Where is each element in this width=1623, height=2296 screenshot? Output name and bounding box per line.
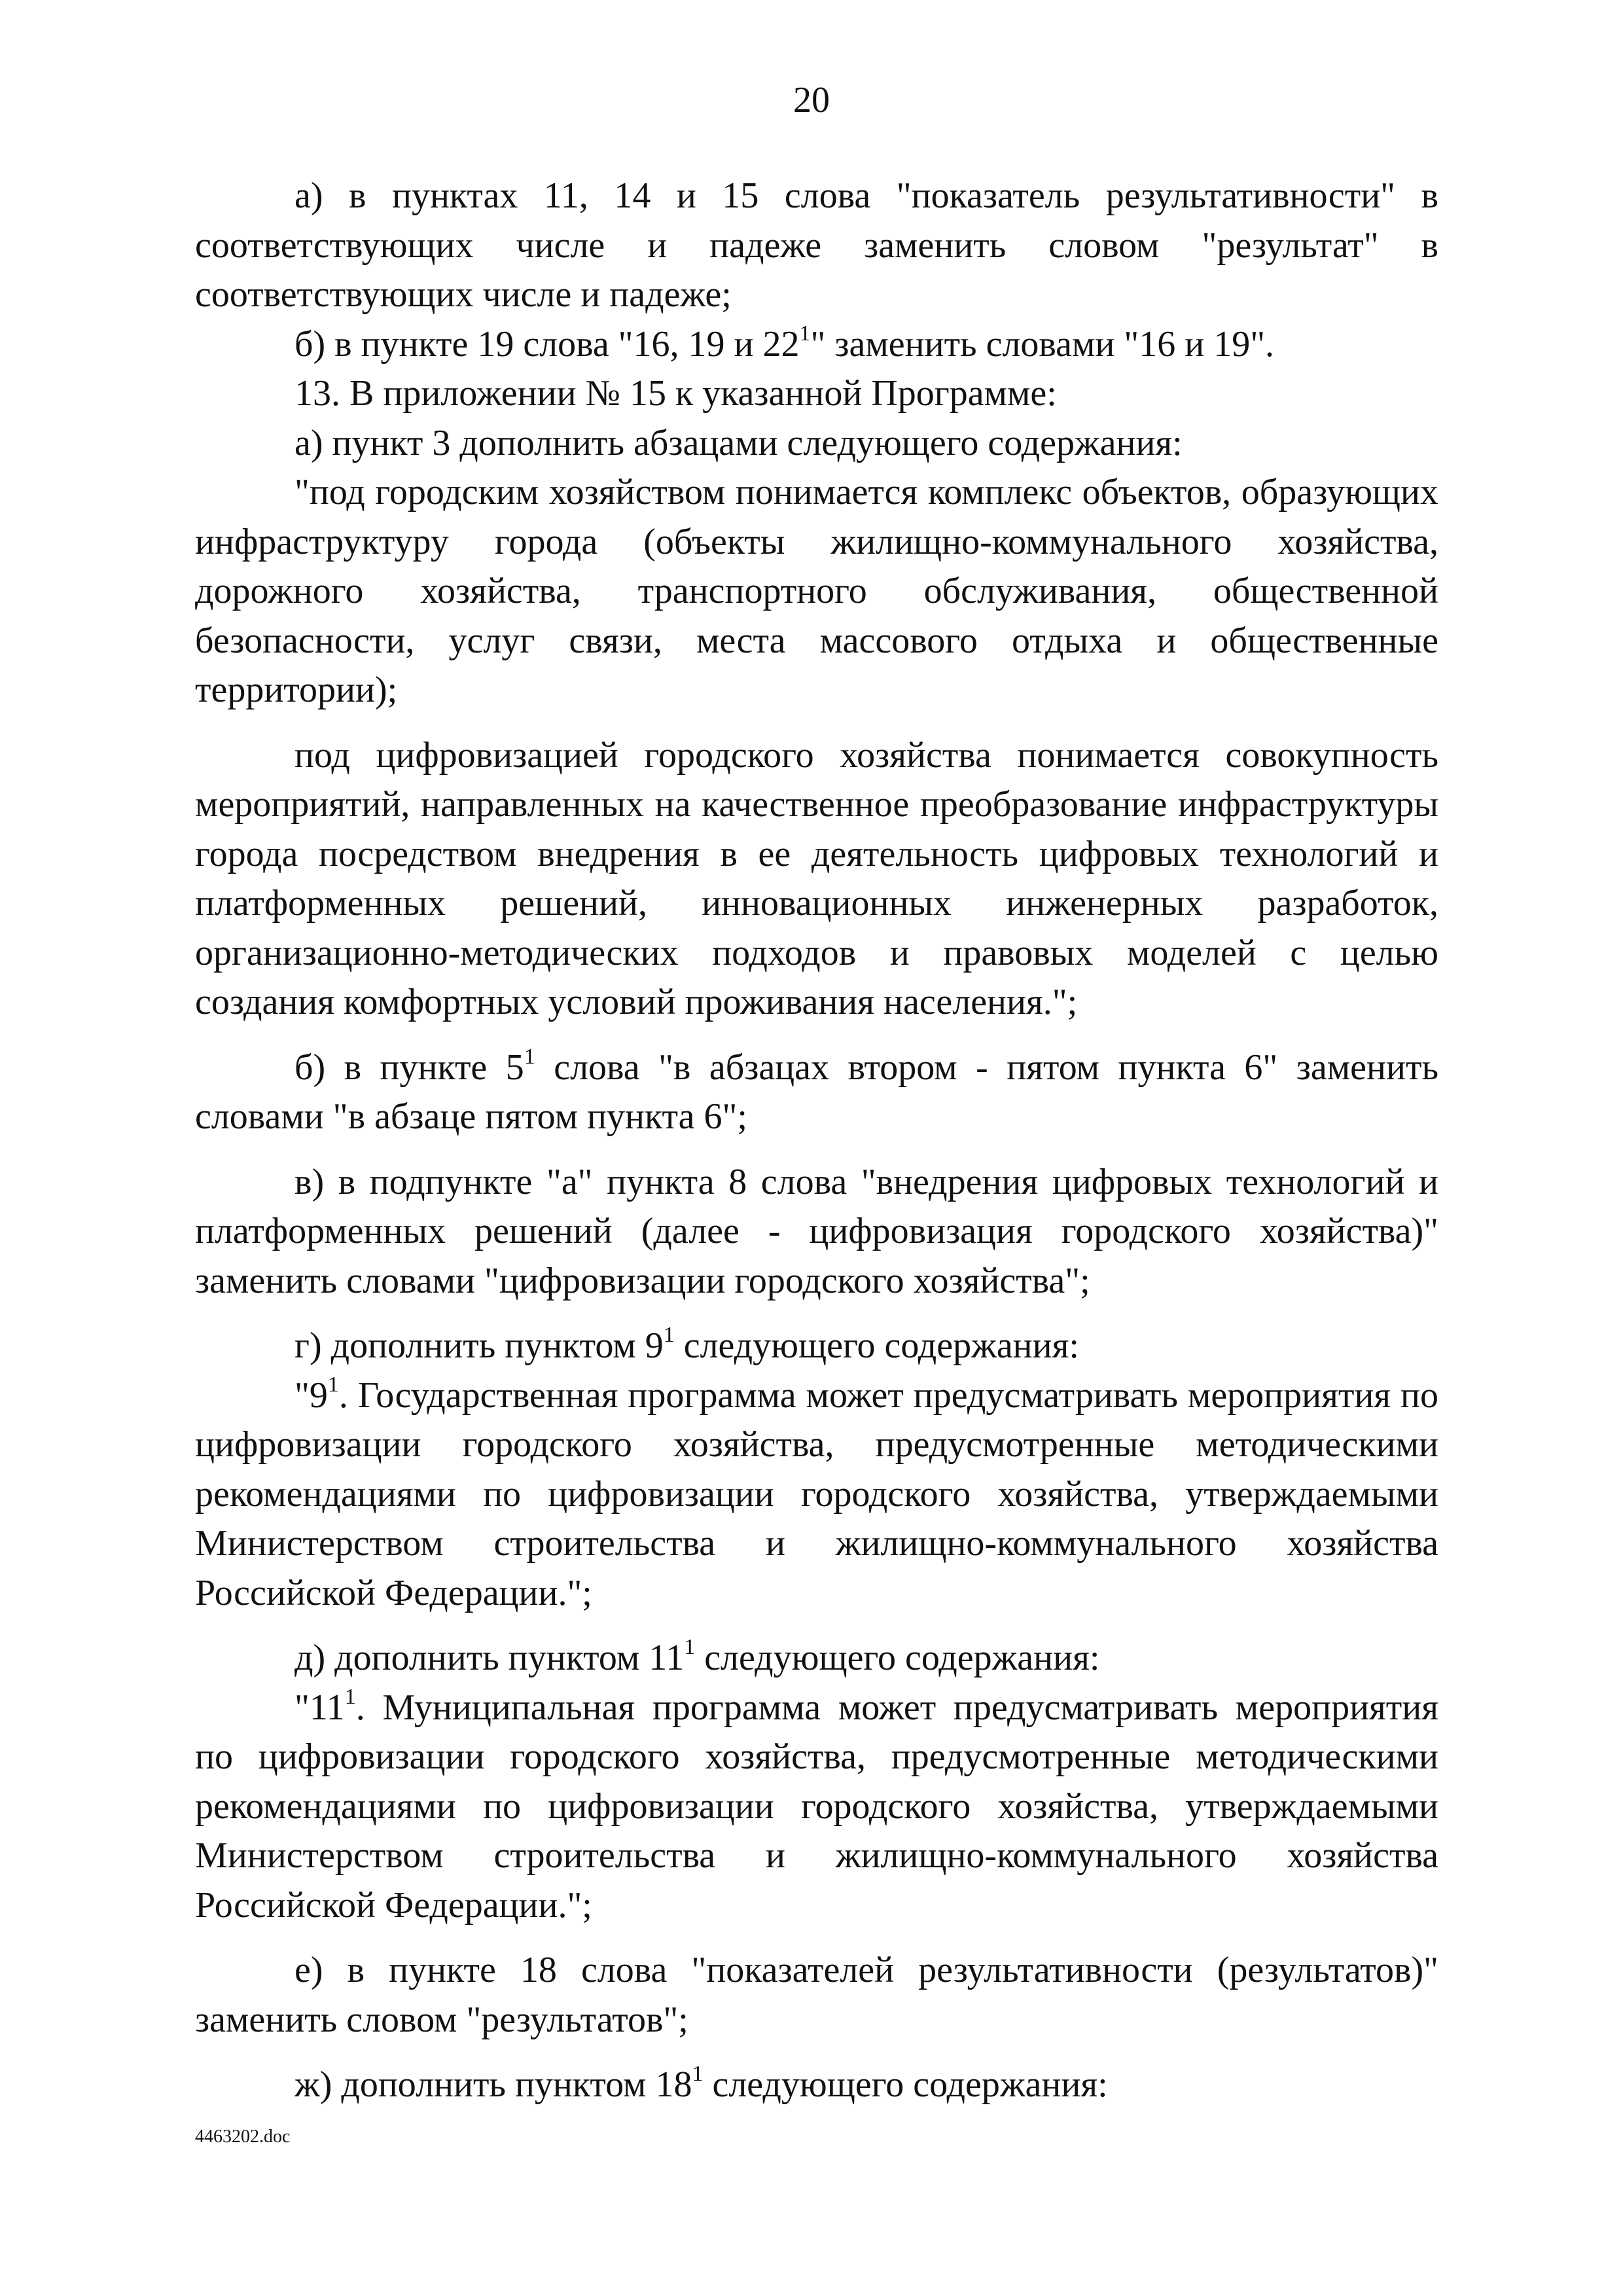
footer-filename: 4463202.doc <box>195 2126 291 2147</box>
paragraph-1b: б) в пункте 19 слова "16, 19 и $22^1$" заменить словами "16 и 19". <box>294 321 1275 365</box>
document-body <box>195 171 1438 2110</box>
paragraph-city-economy-definition: "под городским хозяйством понимается комплекс объектов, образующих инфраструктуру города (объекты жилищно-коммунального хозяйства, дорожного хозяйства, транспортного обслуживания, общественной безопасности, услуг связи, места массового отдыха и общественные территории); <box>195 472 1438 710</box>
page-number: 20 <box>793 80 830 120</box>
paragraph-9-1-text: "$9^1$. Государственная программа может предусматривать мероприятия по цифровизации городского хозяйства, предусмотренные методическими рекомендациями по цифровизации городского хозяйства, утверждаемыми Министерством строительства и жилищно-коммунального хозяйства Российской Федерации."; <box>195 1372 1438 1613</box>
paragraph-13g: г) дополнить пунктом $9^1$ следующего содержания: <box>294 1323 1079 1366</box>
paragraph-13e: е) в пункте 18 слова "показателей результативности (результатов)" заменить словом "результатов"; <box>195 1950 1438 2040</box>
paragraph-13zh: ж) дополнить пунктом $18^1$ следующего содержания: <box>294 2062 1108 2105</box>
paragraph-13b: б) в пункте $5^1$ слова "в абзацах втором - пятом пункта 6" заменить словами "в абзаце пятом пункта 6"; <box>195 1044 1438 1137</box>
paragraph-11-1-text: "$11^1$. Муниципальная программа может предусматривать мероприятия по цифровизации городского хозяйства, предусмотренные методическими рекомендациями по цифровизации городского хозяйства, утверждаемыми Министерством строительства и жилищно-коммунального хозяйства Российской Федерации."; <box>195 1684 1438 1926</box>
paragraph-13a: а) пункт 3 дополнить абзацами следующего содержания: <box>294 422 1183 463</box>
paragraph-13d: д) дополнить пунктом $11^1$ следующего содержания: <box>294 1635 1100 1678</box>
paragraph-13-heading: 13. В приложении № 15 к указанной Программе: <box>294 373 1057 414</box>
paragraph-13v: в) в подпункте "а" пункта 8 слова "внедрения цифровых технологий и платформенных решений (далее - цифровизация городского хозяйства)" заменить словами "цифровизации городского хозяйства"; <box>195 1161 1438 1301</box>
paragraph-digitalization-definition: под цифровизацией городского хозяйства понимается совокупность мероприятий, направленных на качественное преобразование инфраструктуры города посредством внедрения в ее деятельность цифровых технологий и платформенных решений, инновационных инженерных разработок, организационно-методических подходов и правовых моделей с целью создания комфортных условий проживания населения."; <box>195 734 1438 1022</box>
paragraph-1a: а) в пунктах 11, 14 и 15 слова "показатель результативности" в соответствующих числе и падеже заменить словом "результат" в соответствующих числе и падеже; <box>195 175 1438 315</box>
